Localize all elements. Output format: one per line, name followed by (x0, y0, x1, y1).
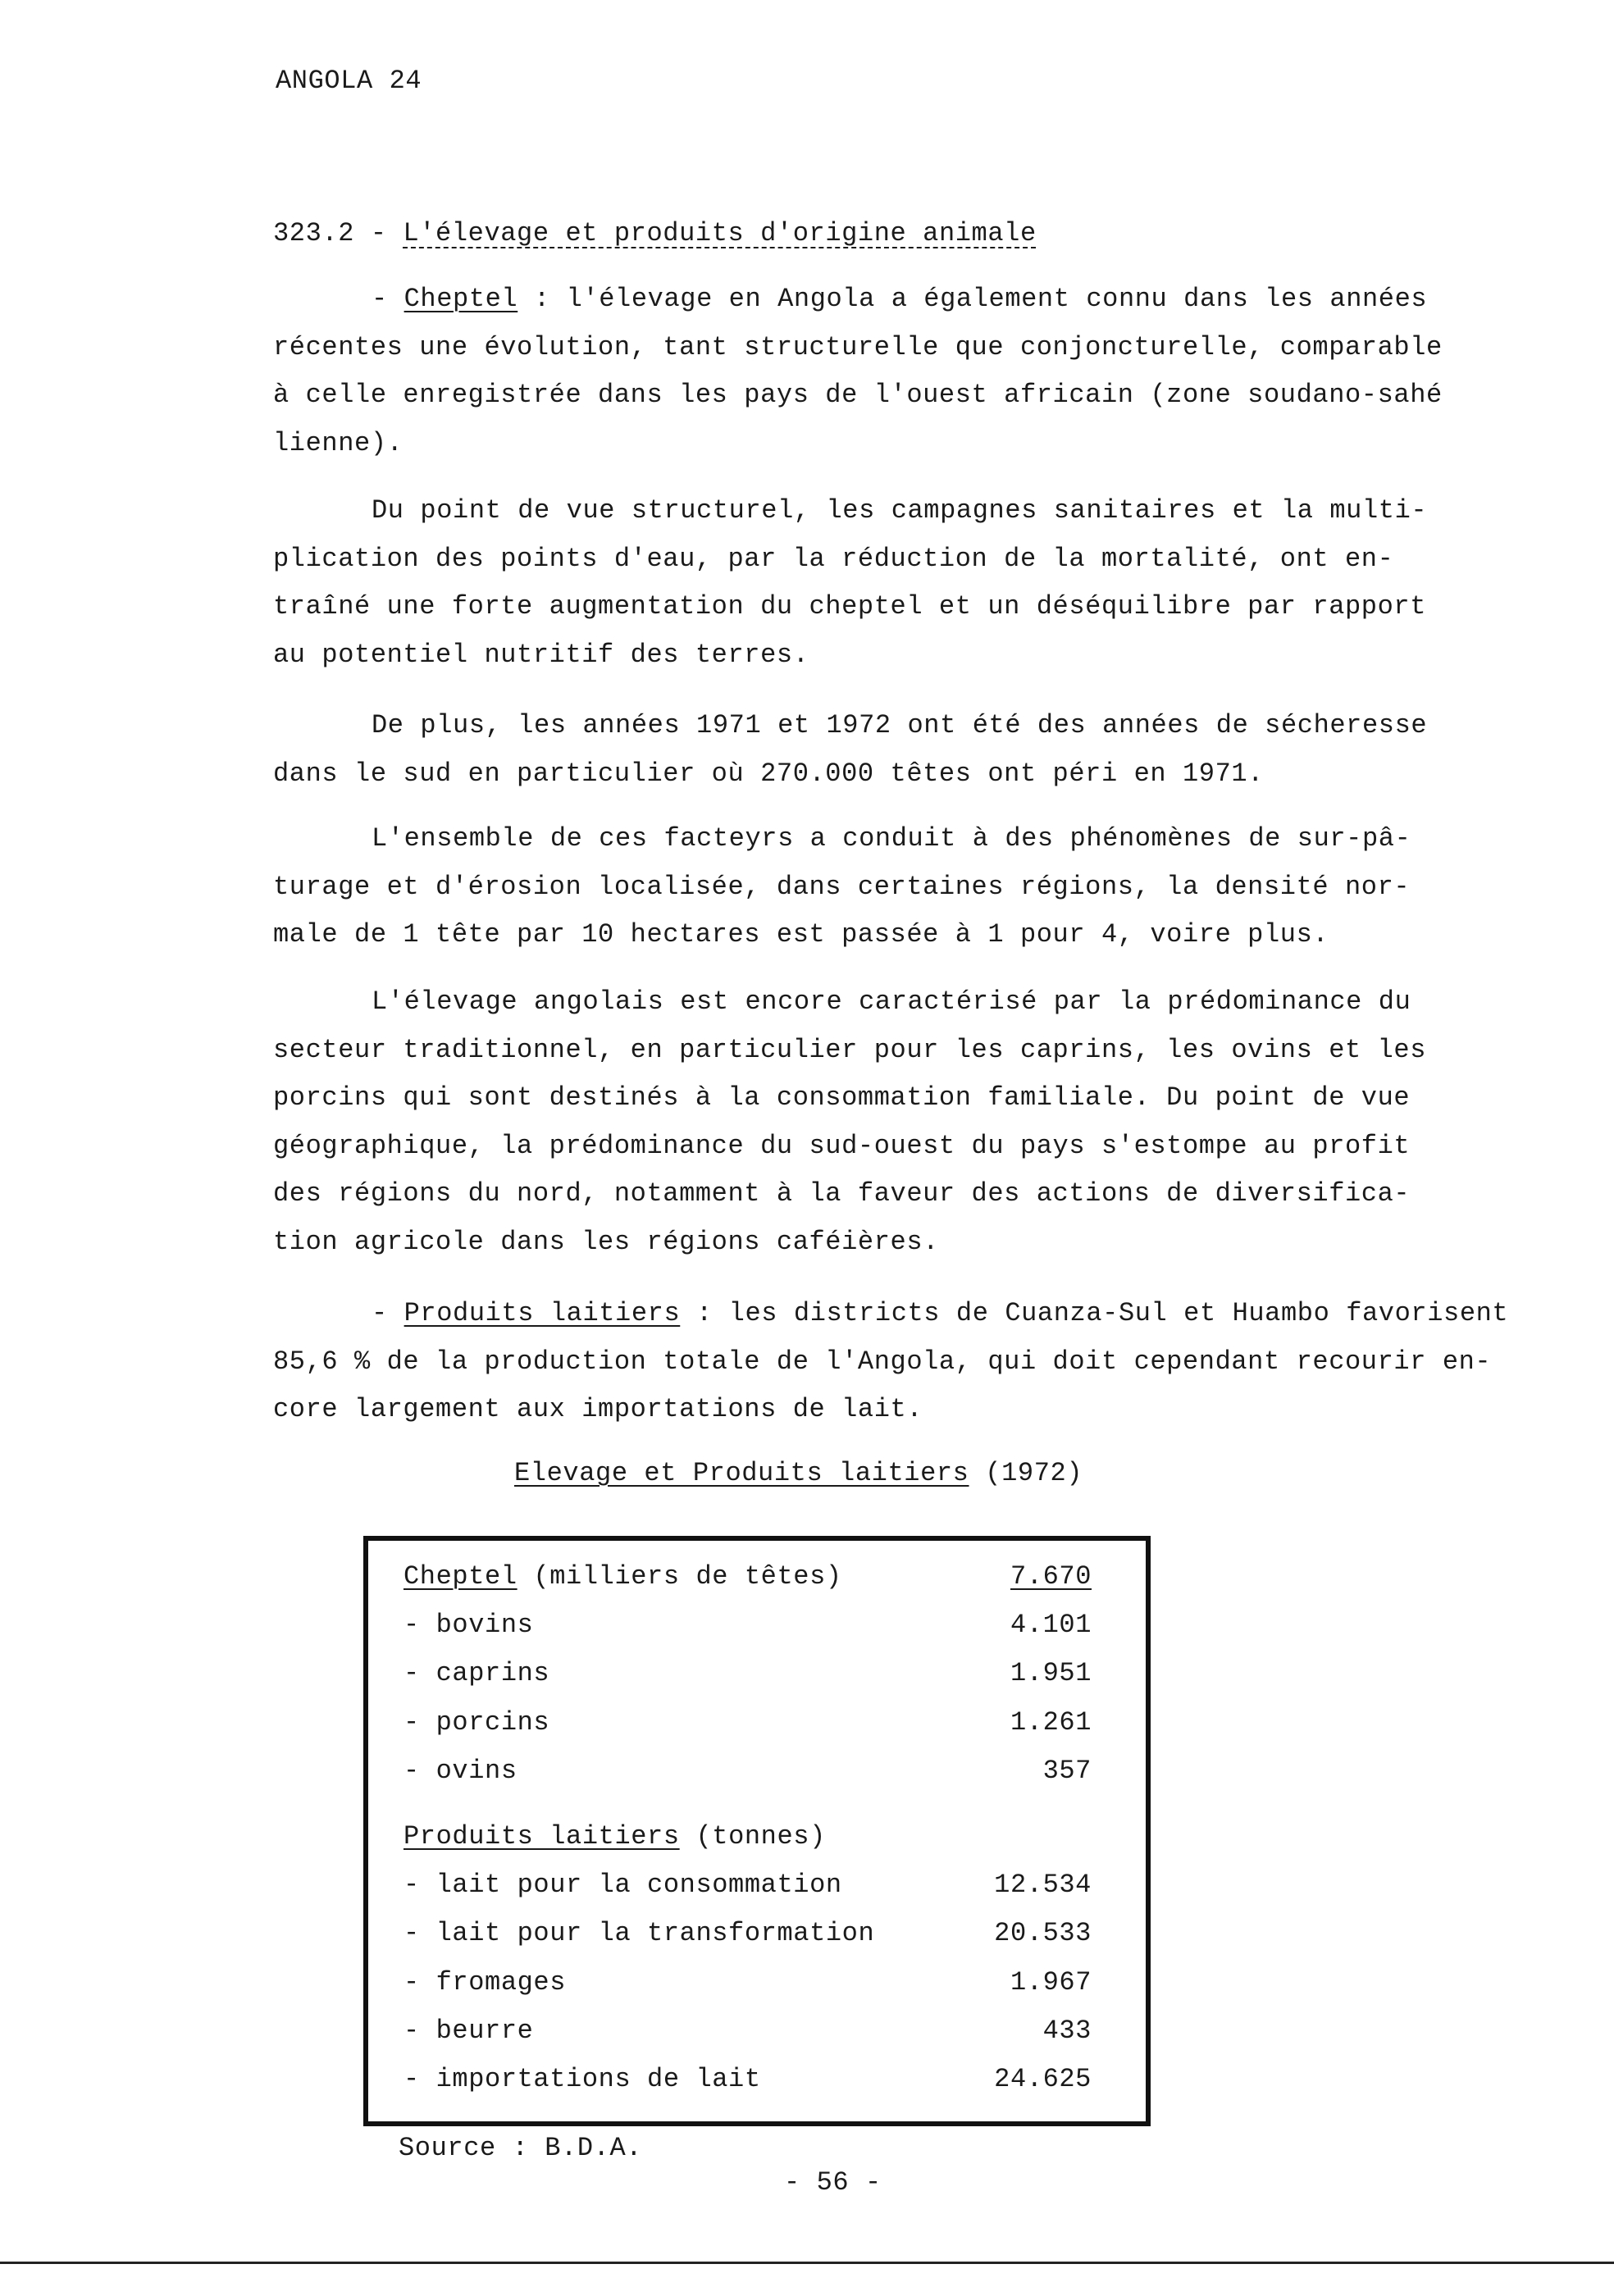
produits-laitiers-label: Produits laitiers (404, 1298, 681, 1328)
cheptel-total: 7.670 (1010, 1561, 1092, 1592)
table-row: - bovins 4.101 (404, 1610, 1092, 1640)
table-row: - lait pour la consommation 12.534 (404, 1870, 1092, 1900)
paragraph-line: 85,6 % de la production totale de l'Angola, qui doit cependant recourir en- (273, 1346, 1492, 1377)
paragraph-line: dans le sud en particulier où 270.000 têtes ont péri en 1971. (273, 758, 1264, 789)
paragraph-line: - Cheptel : l'élevage en Angola a également connu dans les années (372, 284, 1428, 314)
cheptel-section-label: Cheptel (404, 1561, 517, 1592)
table-title (514, 1450, 1083, 1498)
table-row: - importations de lait 24.625 (404, 2064, 1092, 2094)
table-row: - ovins 357 (404, 1756, 1092, 1786)
table-row: - lait pour la transformation 20.533 (404, 1918, 1092, 1948)
paragraph-line: à celle enregistrée dans les pays de l'ouest africain (zone soudano-sahé (273, 380, 1443, 410)
table-row: - porcins 1.261 (404, 1707, 1092, 1738)
table-title-main: Elevage et Produits laitiers (514, 1458, 969, 1488)
paragraph-line: - Produits laitiers : les districts de Cuanza-Sul et Huambo favorisent (372, 1298, 1509, 1328)
paragraph-line: géographique, la prédominance du sud-ouest du pays s'estompe au profit (273, 1130, 1411, 1161)
livestock-table (363, 1536, 1151, 2126)
paragraph-surpaturage (273, 815, 1528, 959)
section-number: 323.2 - (273, 218, 404, 248)
paragraph-line: tion agricole dans les régions caféières. (273, 1226, 939, 1257)
paragraph-line: porcins qui sont destinés à la consommation familiale. Du point de vue (273, 1082, 1411, 1113)
paragraph-line: plication des points d'eau, par la réduction de la mortalité, ont en- (273, 543, 1394, 574)
paragraph-secheresse (273, 702, 1528, 798)
laitiers-section-label: Produits laitiers (404, 1821, 680, 1852)
paragraph-line: De plus, les années 1971 et 1972 ont été des années de sécheresse (372, 710, 1428, 740)
page-number: - 56 - (784, 2167, 882, 2198)
paragraph-line: male de 1 tête par 10 hectares est passée à 1 pour 4, voire plus. (273, 919, 1329, 950)
cheptel-label: Cheptel (404, 284, 518, 314)
table-section-header (404, 1813, 1092, 1861)
table-source: Source : B.D.A. (399, 2133, 643, 2163)
section-title: L'élevage et produits d'origine animale (403, 218, 1037, 248)
paragraph-line: Du point de vue structurel, les campagnes sanitaires et la multi- (372, 495, 1428, 526)
paragraph-traditionnel (273, 978, 1528, 1266)
paragraph-line: L'ensemble de ces facteyrs a conduit à des phénomènes de sur-pâ- (372, 823, 1411, 854)
paragraph-line: des régions du nord, notamment à la faveur des actions de diversifica- (273, 1178, 1411, 1209)
paragraph-line: L'élevage angolais est encore caractérisé par la prédominance du (372, 986, 1411, 1017)
page-bottom-rule (0, 2262, 1614, 2264)
page-code-header: ANGOLA 24 (276, 66, 422, 96)
table-row: - fromages 1.967 (404, 1967, 1092, 1998)
laitiers-unit: (tonnes) (679, 1821, 826, 1852)
cheptel-unit: (milliers de têtes) (517, 1561, 842, 1592)
section-heading (273, 210, 1037, 258)
paragraph-cheptel (273, 276, 1528, 467)
table-row: - caprins 1.951 (404, 1658, 1092, 1688)
paragraph-line: au potentiel nutritif des terres. (273, 639, 809, 670)
table-row: - beurre 433 (404, 2016, 1092, 2046)
paragraph-line: récentes une évolution, tant structurelle que conjoncturelle, comparable (273, 331, 1443, 362)
paragraph-line: core largement aux importations de lait. (273, 1394, 923, 1424)
table-section-header (404, 1553, 1092, 1601)
paragraph-structurel (273, 487, 1528, 679)
paragraph-line: turage et d'érosion localisée, dans certaines régions, la densité nor- (273, 871, 1411, 902)
paragraph-line: secteur traditionnel, en particulier pour les caprins, les ovins et les (273, 1034, 1427, 1065)
paragraph-line: traîné une forte augmentation du cheptel et un déséquilibre par rapport (273, 591, 1427, 622)
paragraph-line: lienne). (273, 427, 404, 458)
paragraph-produits-laitiers (273, 1290, 1528, 1434)
table-title-year: (1972) (969, 1458, 1083, 1488)
